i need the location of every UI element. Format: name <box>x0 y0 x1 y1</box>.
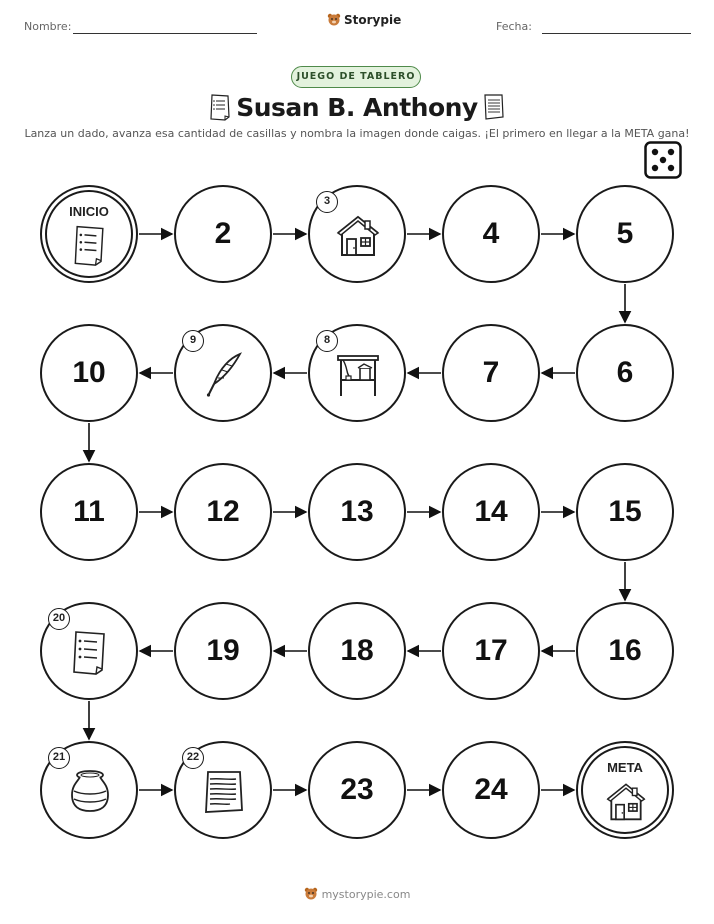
space-number: 24 <box>474 773 508 806</box>
desk-icon <box>334 350 382 398</box>
space-number: 5 <box>616 217 634 250</box>
number-space <box>174 185 272 283</box>
number-space <box>174 602 272 700</box>
number-space <box>442 324 540 422</box>
number-space <box>576 324 674 422</box>
number-space <box>40 324 138 422</box>
space-number: 17 <box>474 634 508 667</box>
space-number-badge: 8 <box>316 330 338 352</box>
number-space <box>174 463 272 561</box>
picture-space <box>308 185 406 283</box>
space-number: 2 <box>214 217 232 250</box>
picture-space <box>40 741 138 839</box>
space-number: 7 <box>482 356 500 389</box>
date-label: Fecha: <box>496 20 532 33</box>
space-number: 15 <box>608 495 642 528</box>
picture-space <box>308 324 406 422</box>
house-icon <box>604 779 648 823</box>
number-space <box>308 463 406 561</box>
space-number: 11 <box>73 495 105 528</box>
space-number: 14 <box>474 495 508 528</box>
page-title: Susan B. Anthony <box>236 93 478 122</box>
space-number: 6 <box>616 356 634 389</box>
bear-icon <box>304 887 318 901</box>
space-number-badge: 21 <box>48 747 70 769</box>
goal-space <box>576 741 674 839</box>
footer <box>0 887 714 901</box>
number-space <box>576 602 674 700</box>
house-icon <box>334 211 382 259</box>
space-number: 18 <box>340 634 374 667</box>
number-space <box>308 602 406 700</box>
number-space <box>442 185 540 283</box>
number-space <box>40 463 138 561</box>
picture-space <box>174 324 272 422</box>
number-space <box>308 741 406 839</box>
number-space <box>442 463 540 561</box>
letter-icon <box>200 767 248 815</box>
name-label: Nombre: <box>24 20 72 33</box>
number-space <box>442 741 540 839</box>
quill-icon <box>200 350 248 398</box>
space-number-badge: 20 <box>48 608 70 630</box>
number-space <box>442 602 540 700</box>
picture-space <box>40 602 138 700</box>
space-number: 19 <box>206 634 240 667</box>
space-number: 10 <box>72 356 106 389</box>
space-number: 16 <box>608 634 642 667</box>
picture-space <box>174 741 272 839</box>
footer-url[interactable]: mystorypie.com <box>321 887 411 901</box>
space-number-badge: 3 <box>316 191 338 213</box>
number-space <box>576 185 674 283</box>
space-number-badge: 9 <box>182 330 204 352</box>
document-icon <box>68 223 112 267</box>
space-number: 12 <box>206 495 240 528</box>
instructions: Lanza un dado, avanza esa cantidad de casillas y nombra la imagen donde caigas. ¡El primero en llegar a la META gana! <box>24 127 690 140</box>
space-number-badge: 22 <box>182 747 204 769</box>
space-number: 23 <box>340 773 374 806</box>
space-number: 4 <box>482 217 500 250</box>
goal-label: META <box>607 760 643 775</box>
brand-name: Storypie <box>344 13 402 27</box>
document-icon <box>66 628 114 676</box>
number-space <box>576 463 674 561</box>
game-type-badge: JUEGO DE TABLERO <box>291 66 421 88</box>
pot-icon <box>66 767 114 815</box>
start-space <box>40 185 138 283</box>
start-label: INICIO <box>69 204 109 219</box>
space-number: 13 <box>340 495 374 528</box>
